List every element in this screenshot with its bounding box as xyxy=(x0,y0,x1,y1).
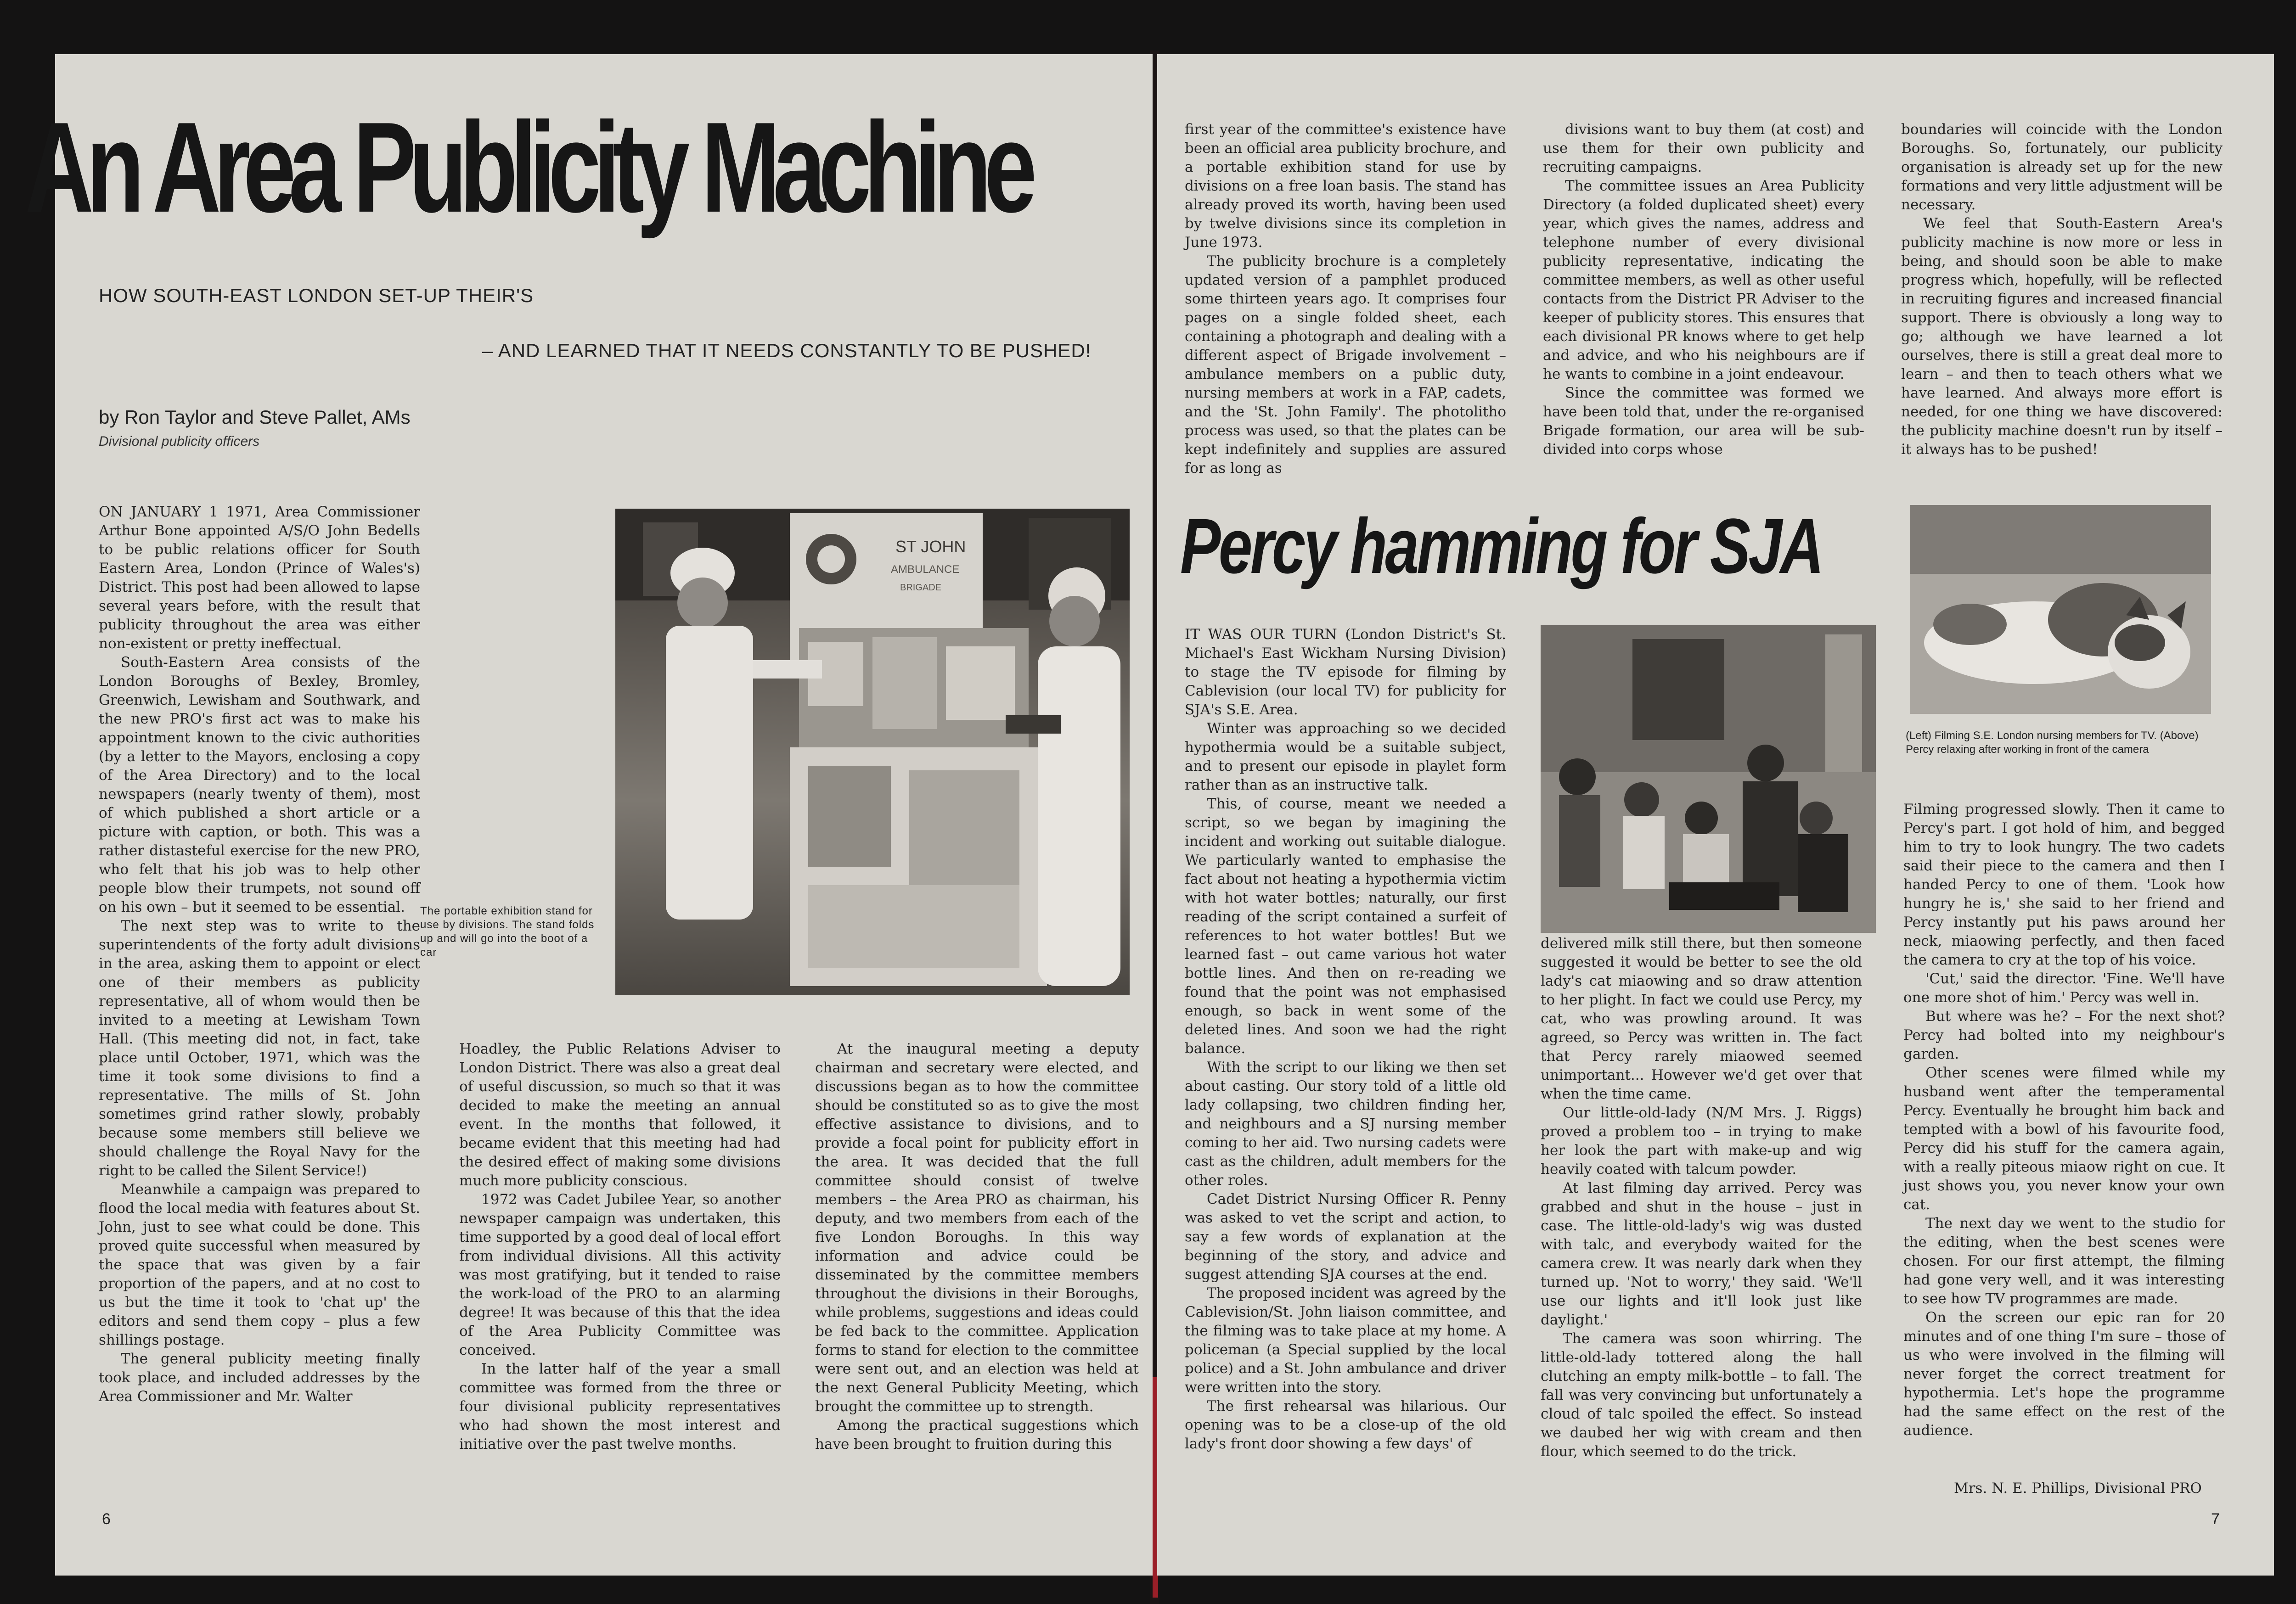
paragraph: divisions want to buy them (at cost) and use them for their own publicity and recruiting campaigns. xyxy=(1543,121,1864,175)
headline: An Area Publicity Machine xyxy=(25,96,1030,239)
percy-headline: Percy hamming for SJA xyxy=(1180,503,1822,590)
photo-cat-image xyxy=(1910,505,2211,714)
photo-sign-line-2: AMBULANCE xyxy=(891,563,960,576)
article-continued-column-1 xyxy=(1185,120,1506,478)
photo-filming-image xyxy=(1541,625,1876,933)
paragraph: The proposed incident was agreed by the Cablevision/St. John liaison committee, and the filming was to take place at my home. A policeman (a Special supplied by the local police) and a St. John ambulance and driver were written into the story. xyxy=(1185,1285,1506,1396)
percy-signature: Mrs. N. E. Phillips, Divisional PRO xyxy=(1954,1480,2202,1497)
article-continued-column-3 xyxy=(1901,120,2223,459)
percy-column-2 xyxy=(1541,934,1862,1461)
article-continued-column-2 xyxy=(1543,120,1864,459)
byline-role: Divisional publicity officers xyxy=(99,434,260,449)
paragraph: We feel that South-Eastern Area's publicity machine is now more or less in being, and should soon be able to make progress which, hopefully, will be reflected in recruiting figures and increased financial support. There is obviously a long way to go; although we have learned a lot ourselves, there is still a great deal more to learn – and then to teach others what we have learned. And always more effort is needed, for one thing we have discovered: the publicity machine doesn't run by itself – it always has to be pushed! xyxy=(1901,215,2223,458)
photo-percy-cat xyxy=(1910,505,2211,714)
paragraph: At last filming day arrived. Percy was grabbed and shut in the house – just in case. The little-old-lady's wig was dusted with talc, and everybody waited for the camera crew. It was nearly dark when they turned up. 'Not to worry,' they said. 'We'll use our lights and it'll look just like daylight.' xyxy=(1541,1180,1862,1328)
paragraph: The first rehearsal was hilarious. Our opening was to be a close-up of the old lady's front door showing a few days' of xyxy=(1185,1398,1506,1452)
photo-cat-caption: (Left) Filming S.E. London nursing members for TV. (Above) Percy relaxing after working in front of the camera xyxy=(1906,729,2199,756)
paragraph: Meanwhile a campaign was prepared to flood the local media with features about St. John, just to see what could be done. This proved quite successful when measured by the space that was given by a fair proportion of the papers, and at no cost to us but the time it took to 'chat up' the editors and send them copy – plus a few shillings postage. xyxy=(99,1181,420,1348)
subhead-line-1: HOW SOUTH-EAST LONDON SET-UP THEIR'S xyxy=(99,285,534,306)
paragraph: IT WAS OUR TURN (London District's St. Michael's East Wickham Nursing Division) to stage the TV episode for filming by Cablevision (our local TV) for publicity for SJA's S.E. Area. xyxy=(1185,626,1506,718)
paragraph: Winter was approaching so we decided hypothermia would be a suitable subject, and to present our episode in playlet form rather than as an instructive talk. xyxy=(1185,720,1506,793)
paragraph: The next day we went to the studio for the editing, when the best scenes were chosen. For our first attempt, the filming had gone very well, and it was interesting to see how TV programmes are made. xyxy=(1903,1215,2225,1307)
photo-exhibition-stand xyxy=(615,509,1130,995)
paragraph: ON JANUARY 1 1971, Area Commissioner Arthur Bone appointed A/S/O John Bedells to be public relations officer for South Eastern Area, London (Prince of Wales's) District. This post had been allowed to lapse several years before, with the result that publicity throughout the area was either non-existent or pretty ineffectual. xyxy=(99,504,420,652)
photo-sign-line-3: BRIGADE xyxy=(900,583,942,593)
paragraph: delivered milk still there, but then someone suggested it would be better to see the old lady's cat miaowing and so draw attention to her plight. In fact we could use Percy, my cat, who was prowling around. It was agreed, so Percy was written in. The fact that Percy rarely miaowed seemed unimportant... However we'd get over that when the time came. xyxy=(1541,935,1862,1102)
paragraph: Cadet District Nursing Officer R. Penny was asked to vet the script and action, to say a few words of explanation at the beginning of the story, and advice and suggest attending SJA courses at the end. xyxy=(1185,1191,1506,1283)
byline: by Ron Taylor and Steve Pallet, AMs xyxy=(99,406,411,428)
subhead-line-2: – AND LEARNED THAT IT NEEDS CONSTANTLY TO BE PUSHED! xyxy=(482,340,1092,361)
page-number-left: 6 xyxy=(102,1510,111,1528)
paragraph: Hoadley, the Public Relations Adviser to London District. There was also a great deal of useful discussion, so much so that it was decided to make the meeting an annual event. In the months that followed, it became evident that this meeting had had the desired effect of making some divisions much more publicity conscious. xyxy=(459,1041,781,1189)
paragraph: Other scenes were filmed while my husband went after the temperamental Percy. Eventually he brought him back and tempted with a bowl of his favourite food, Percy did his stuff for the camera again, with a really piteous miaow right on cue. It just shows you, you never know your own cat. xyxy=(1903,1065,2225,1213)
paragraph: Filming progressed slowly. Then it came to Percy's part. I got hold of him, and begged him to try to look hungry. The two cadets said their piece to the camera and then I handed Percy to one of them. 'Look how hungry he is,' she said to her friend and Percy instantly put his paws around her neck, miaowing perfectly, and then faced the camera to cry at the top of his voice. xyxy=(1903,801,2225,968)
paragraph: In the latter half of the year a small committee was formed from the three or four divisional publicity representatives who had shown the most interest and initiative over the past twelve months. xyxy=(459,1361,781,1453)
photo-sign-line-1: ST JOHN xyxy=(895,537,966,556)
paragraph: Among the practical suggestions which have been brought to fruition during this xyxy=(815,1417,1139,1453)
article-column-1 xyxy=(99,503,420,1406)
photo-exhibition-stand-caption: The portable exhibition stand for use by divisions. The stand folds up and will go into the boot of a car xyxy=(420,905,595,959)
paragraph: This, of course, meant we needed a script, so we began by imagining the incident and working out suitable dialogue. We particularly wanted to emphasise the fact about not heating a hypothermia victim with hot water bottles; naturally, our first reading of the script contained a surfeit of references to hot water bottles! But we learned fast – out came various hot water bottle lines. And then on re-reading we found that the point was not emphasised enough, so back in went some of the deleted lines. And soon we had the right balance. xyxy=(1185,796,1506,1057)
paragraph: South-Eastern Area consists of the London Boroughs of Bexley, Bromley, Greenwich, Lewisham and Southwark, and the new PRO's first act was to make his appointment known to the civic authorities (by a letter to the Mayors, enclosing a copy of the Area Directory) and to the local newspapers (nearly twenty of them), most of which published a short article or a picture with caption, or both. This was a rather distasteful exercise for the new PRO, who felt that his job was to help other people blow their trumpets, not sound off on his own – but it seemed to be essential. xyxy=(99,654,420,915)
paragraph: Our little-old-lady (N/M Mrs. J. Riggs) proved a problem too – in trying to make her look the part with make-up and wig heavily coated with talcum powder. xyxy=(1541,1105,1862,1178)
paragraph: The general publicity meeting finally took place, and included addresses by the Area Commissioner and Mr. Walter xyxy=(99,1351,420,1405)
percy-column-3 xyxy=(1903,800,2225,1440)
article-column-2 xyxy=(459,1040,781,1454)
paragraph: At the inaugural meeting a deputy chairman and secretary were elected, and discussions began as to how the committee should be constituted so as to give the most effective assistance to divisions, and to provide a focal point for publicity effort in the area. It was decided that the full committee should consist of twelve members – the Area PRO as chairman, his deputy, and two members from each of the five London Boroughs. In this way information and advice could be disseminated by the committee members throughout the divisions in their Boroughs, while problems, suggestions and ideas could be fed back to the committee. Application forms to stand for election to the committee were sent out, and an election was held at the next General Publicity Meeting, which brought the committee up to strength. xyxy=(815,1041,1139,1415)
paragraph: Since the committee was formed we have been told that, under the re-organised Brigade formation, our area will be sub-divided into corps whose xyxy=(1543,385,1864,458)
photo-filming-nursing-members xyxy=(1541,625,1876,933)
paragraph: The committee issues an Area Publicity Directory (a folded duplicated sheet) every year, which gives the names, address and telephone number of every divisional publicity representative, indicating the committee members, as well as other useful contacts from the District PR Adviser to the keeper of publicity stores. This ensures that each divisional PR knows where to get help and advice, and who his neighbours are if he wants to combine in a joint endeavour. xyxy=(1543,178,1864,382)
paragraph: The next step was to write to the superintendents of the forty adult divisions in the area, asking them to appoint or elect one of their members as publicity representative, all of whom would then be invited to a meeting at Lewisham Town Hall. (This meeting did not, in fact, take place until October, 1971, which was the time it took some divisions to find a representative. The mills of St. John sometimes grind rather slowly, probably because some members still believe we should challenge the Royal Navy for the right to be called the Silent Service!) xyxy=(99,918,420,1179)
paragraph: On the screen our epic ran for 20 minutes and of one thing I'm sure – those of us who were involved in the filming will never forget the correct treatment for hypothermia. Let's hope the programme had the same effect on the rest of the audience. xyxy=(1903,1309,2225,1439)
article-column-3 xyxy=(815,1040,1139,1454)
paragraph: 'Cut,' said the director. 'Fine. We'll have one more shot of him.' Percy was well in. xyxy=(1903,970,2225,1006)
paragraph: The publicity brochure is a completely updated version of a pamphlet produced some thirteen years ago. It comprises four pages on a single folded sheet, each containing a photograph and dealing with a different aspect of Brigade involvement – ambulance members on a public duty, nursing members at work in a FAP, cadets, and the 'St. John Family'. The photolitho process was used, so that the plates can be kept indefinitely and supplies are assured for as long as xyxy=(1185,253,1506,477)
paragraph: The camera was soon whirring. The little-old-lady tottered along the hall clutching an empty milk-bottle – to fall. The fall was very convincing but unfortunately a cloud of talc spoiled the effect. So instead we daubed her wig with cream and then flour, which seemed to do the trick. xyxy=(1541,1330,1862,1460)
paragraph: With the script to our liking we then set about casting. Our story told of a little old lady collapsing, two children finding her, and neighbours and a SJ nursing member coming to her aid. Two nursing cadets were cast as the children, adult members for the other roles. xyxy=(1185,1059,1506,1189)
paragraph: But where was he? – For the next shot? Percy had bolted into my neighbour's garden. xyxy=(1903,1008,2225,1062)
paragraph: boundaries will coincide with the London Boroughs. So, fortunately, our publicity organisation is already set up for the new formations and very little adjustment will be necessary. xyxy=(1901,121,2223,213)
page-number-right: 7 xyxy=(2211,1510,2220,1528)
photo-exhibition-stand-image xyxy=(615,509,1130,995)
percy-column-1 xyxy=(1185,625,1506,1453)
paragraph: 1972 was Cadet Jubilee Year, so another newspaper campaign was undertaken, this time supported by a good deal of local effort from individual divisions. All this activity was most gratifying, but it tended to raise the work-load of the PRO to an alarming degree! It was because of this that the idea of the Area Publicity Committee was conceived. xyxy=(459,1191,781,1358)
paragraph: first year of the committee's existence have been an official area publicity brochure, and a portable exhibition stand for use by divisions on a free loan basis. The stand has already proved its worth, having been used by twelve divisions since its completion in June 1973. xyxy=(1185,121,1506,251)
